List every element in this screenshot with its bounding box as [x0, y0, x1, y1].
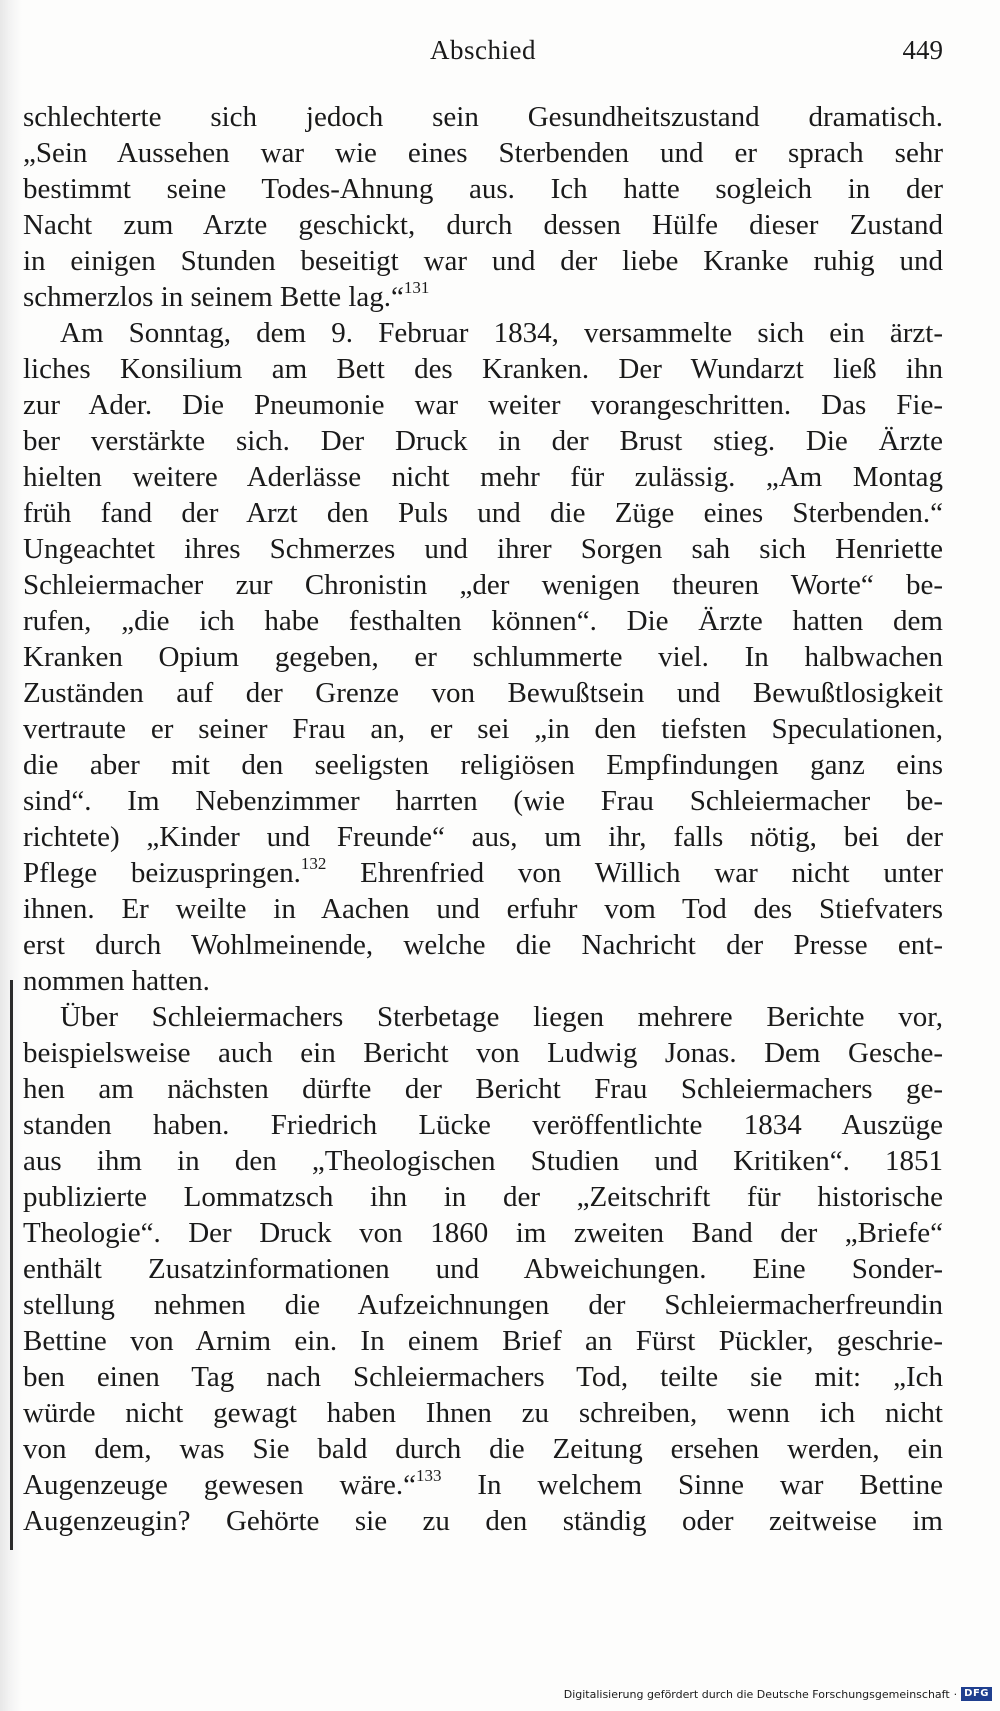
text-line: [23, 819, 943, 855]
text-segment: Augenzeugin? Gehörte sie zu den ständig oder zeitweise im: [23, 1505, 943, 1537]
text-segment: standen haben. Friedrich Lücke veröffentlichte 1834 Auszüge: [23, 1109, 943, 1141]
text-line: [23, 459, 943, 495]
text-line: [23, 171, 943, 207]
text-line: [23, 1287, 943, 1323]
text-line: [23, 927, 943, 963]
footnote-ref: 131: [403, 279, 430, 297]
text-line: [23, 495, 943, 531]
text-line: [23, 1467, 943, 1503]
text-segment: publizierte Lommatzsch ihn in der „Zeitschrift für historische: [23, 1181, 943, 1213]
text-line: [23, 963, 943, 999]
text-line: [23, 603, 943, 639]
text-segment: „Sein Aussehen war wie eines Sterbenden und er sprach sehr: [23, 137, 943, 169]
text-segment: schmerzlos in seinem Bette lag.“: [23, 281, 404, 313]
text-line: [23, 99, 943, 135]
text-line: [23, 1035, 943, 1071]
text-segment: ihnen. Er weilte in Aachen und erfuhr vom Tod des Stiefvaters: [23, 893, 943, 925]
credit-text: Digitalisierung gefördert durch die Deutsche Forschungsgemeinschaft: [563, 1687, 950, 1701]
text-segment: Augenzeuge gewesen wäre.“: [23, 1469, 416, 1501]
margin-scan-line: [10, 980, 13, 1550]
text-line: [23, 639, 943, 675]
text-line: [23, 1395, 943, 1431]
text-line: [23, 675, 943, 711]
text-segment: Nacht zum Arzte geschickt, durch dessen Hülfe dieser Zustand: [23, 209, 943, 241]
text-line: [23, 891, 943, 927]
text-line: [23, 315, 943, 351]
text-segment: stellung nehmen die Aufzeichnungen der Schleiermacherfreundin: [23, 1289, 943, 1321]
text-segment: bestimmt seine Todes-Ahnung aus. Ich hatte sogleich in der: [23, 173, 943, 205]
page-number: 449: [902, 35, 943, 65]
text-segment: In welchem Sinne war Bettine: [441, 1469, 943, 1501]
text-line: [23, 1107, 943, 1143]
text-line: [23, 855, 943, 891]
text-segment: Kranken Opium gegeben, er schlummerte viel. In halbwachen: [23, 641, 943, 673]
text-segment: hen am nächsten dürfte der Bericht Frau Schleiermachers ge-: [23, 1073, 943, 1105]
text-line: [23, 279, 943, 315]
text-line: [23, 1431, 943, 1467]
text-line: [23, 351, 943, 387]
text-line: [23, 1179, 943, 1215]
text-segment: von dem, was Sie bald durch die Zeitung ersehen werden, ein: [23, 1433, 943, 1465]
text-segment: aus ihm in den „Theologischen Studien und Kritiken“. 1851: [23, 1145, 943, 1177]
text-segment: Ungeachtet ihres Schmerzes und ihrer Sorgen sah sich Henriette: [23, 533, 943, 565]
running-title: Abschied: [430, 35, 536, 65]
text-line: [23, 243, 943, 279]
text-segment: beispielsweise auch ein Bericht von Ludwig Jonas. Dem Gesche-: [23, 1037, 943, 1069]
text-segment: richtete) „Kinder und Freunde“ aus, um ihr, falls nötig, bei der: [23, 821, 943, 853]
text-line: [23, 531, 943, 567]
text-segment: die aber mit den seeligsten religiösen Empfindungen ganz eins: [23, 749, 943, 781]
text-segment: in einigen Stunden beseitigt war und der liebe Kranke ruhig und: [23, 245, 943, 277]
text-segment: ber verstärkte sich. Der Druck in der Brust stieg. Die Ärzte: [23, 425, 943, 457]
text-segment: hielten weitere Aderlässe nicht mehr für zulässig. „Am Montag: [23, 461, 943, 493]
text-line: [23, 1251, 943, 1287]
text-line: [23, 999, 943, 1035]
text-segment: sind“. Im Nebenzimmer harrten (wie Frau Schleiermacher be-: [23, 785, 943, 817]
text-segment: Ehrenfried von Willich war nicht unter: [326, 857, 943, 889]
text-line: [23, 207, 943, 243]
text-segment: ben einen Tag nach Schleiermachers Tod, teilte sie mit: „Ich: [23, 1361, 943, 1393]
footnote-ref: 133: [416, 1467, 442, 1485]
text-segment: vertraute er seiner Frau an, er sei „in den tiefsten Speculationen,: [23, 713, 943, 745]
text-line: [23, 387, 943, 423]
text-segment: liches Konsilium am Bett des Kranken. Der Wundarzt ließ ihn: [23, 353, 943, 385]
text-line: [23, 1143, 943, 1179]
text-segment: würde nicht gewagt haben Ihnen zu schreiben, wenn ich nicht: [23, 1397, 943, 1429]
text-segment: erst durch Wohlmeinende, welche die Nachricht der Presse ent-: [23, 929, 943, 961]
text-line: [23, 135, 943, 171]
text-segment: enthält Zusatzinformationen und Abweichungen. Eine Sonder-: [23, 1253, 943, 1285]
digitization-credit: [564, 1685, 992, 1703]
text-line: [23, 1323, 943, 1359]
text-segment: Über Schleiermachers Sterbetage liegen mehrere Berichte vor,: [60, 1001, 943, 1033]
text-segment: rufen, „die ich habe festhalten können“. Die Ärzte hatten dem: [23, 605, 943, 637]
text-line: [23, 1071, 943, 1107]
dfg-logo-icon: DFG: [961, 1687, 992, 1701]
footnote-ref: 132: [300, 855, 327, 873]
text-segment: Am Sonntag, dem 9. Februar 1834, versammelte sich ein ärzt-: [60, 317, 943, 349]
text-line: [23, 1503, 943, 1539]
text-line: [23, 423, 943, 459]
text-segment: früh fand der Arzt den Puls und die Züge eines Sterbenden.“: [23, 497, 943, 529]
text-line: [23, 783, 943, 819]
text-segment: Zuständen auf der Grenze von Bewußtsein und Bewußtlosigkeit: [23, 677, 943, 709]
body-text: [23, 99, 943, 1539]
text-segment: Schleiermacher zur Chronistin „der wenigen theuren Worte“ be-: [23, 569, 943, 601]
credit-separator: ·: [953, 1687, 958, 1701]
text-line: [23, 711, 943, 747]
text-segment: Theologie“. Der Druck von 1860 im zweiten Band der „Briefe“: [23, 1217, 943, 1249]
text-segment: nommen hatten.: [23, 965, 210, 997]
text-line: [23, 567, 943, 603]
text-segment: schlechterte sich jedoch sein Gesundheitszustand dramatisch.: [23, 101, 943, 133]
text-segment: zur Ader. Die Pneumonie war weiter vorangeschritten. Das Fie-: [23, 389, 943, 421]
running-head: [23, 28, 943, 72]
text-segment: Bettine von Arnim ein. In einem Brief an Fürst Pückler, geschrie-: [23, 1325, 943, 1357]
text-line: [23, 1215, 943, 1251]
text-line: [23, 1359, 943, 1395]
text-segment: Pflege beizuspringen.: [23, 857, 301, 889]
text-line: [23, 747, 943, 783]
